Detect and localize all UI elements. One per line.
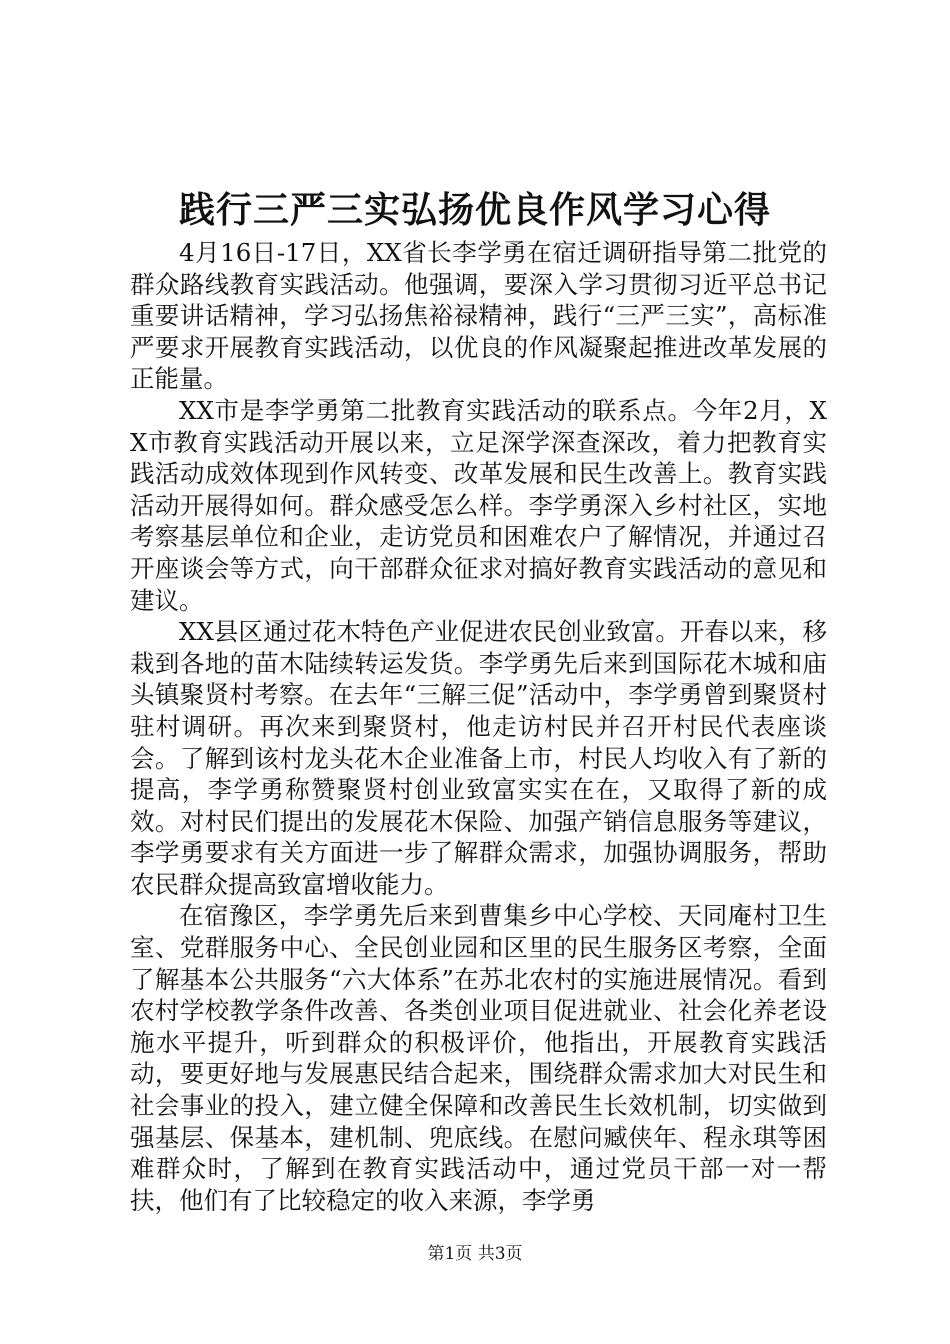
paragraph-2: XX市是李学勇第二批教育实践活动的联系点。今年2月，XX市教育实践活动开展以来，立足深学深查深改，着力把教育实践活动成效体现到作风转变、改革发展和民生改善上。教育实践活动开展得如何。群众感受怎么样。李学勇深入乡村社区，实地考察基层单位和企业，走访党员和困难农户了解情况，并通过召开座谈会等方式，向干部群众征求对搞好教育实践活动的意见和建议。 — [130, 395, 827, 615]
paragraph-4: 在宿豫区，李学勇先后来到曹集乡中心学校、天同庵村卫生室、党群服务中心、全民创业园和区里的民生服务区考察，全面了解基本公共服务“六大体系”在苏北农村的实施进展情况。看到农村学校教学条件改善、各类创业项目促进就业、社会化养老设施水平提升，听到群众的积极评价，他指出，开展教育实践活动，要更好地与发展惠民结合起来，围绕群众需求加大对民生和社会事业的投入，建立健全保障和改善民生长效机制，切实做到强基层、保基本，建机制、兜底线。在慰问臧侠年、程永琪等困难群众时，了解到在教育实践活动中，通过党员干部一对一帮扶，他们有了比较稳定的收入来源，李学勇 — [130, 901, 827, 1215]
document-title: 践行三严三实弘扬优良作风学习心得 — [178, 189, 771, 231]
page-footer — [0, 1240, 950, 1268]
paragraph-3: XX县区通过花木特色产业促进农民创业致富。开春以来，移栽到各地的苗木陆续转运发货。李学勇先后来到国际花木城和庙头镇聚贤村考察。在去年“三解三促”活动中，李学勇曾到聚贤村驻村调研。再次来到聚贤村，他走访村民并召开村民代表座谈会。了解到该村龙头花木企业准备上市，村民人均收入有了新的提高，李学勇称赞聚贤村创业致富实实在在，又取得了新的成效。对村民们提出的发展花木保险、加强产销信息服务等建议，李学勇要求有关方面进一步了解群众需求，加强协调服务，帮助农民群众提高致富增收能力。 — [130, 617, 827, 899]
paragraph-1: 4月16日-17日，XX省长李学勇在宿迁调研指导第二批党的群众路线教育实践活动。他强调，要深入学习贯彻习近平总书记重要讲话精神，学习弘扬焦裕禄精神，践行“三严三实”，高标准严要求开展教育实践活动，以优良的作风凝聚起推进改革发展的正能量。 — [130, 238, 827, 394]
page-number-label: 第1页 共3页 — [427, 1244, 523, 1264]
document-body — [130, 237, 827, 1216]
